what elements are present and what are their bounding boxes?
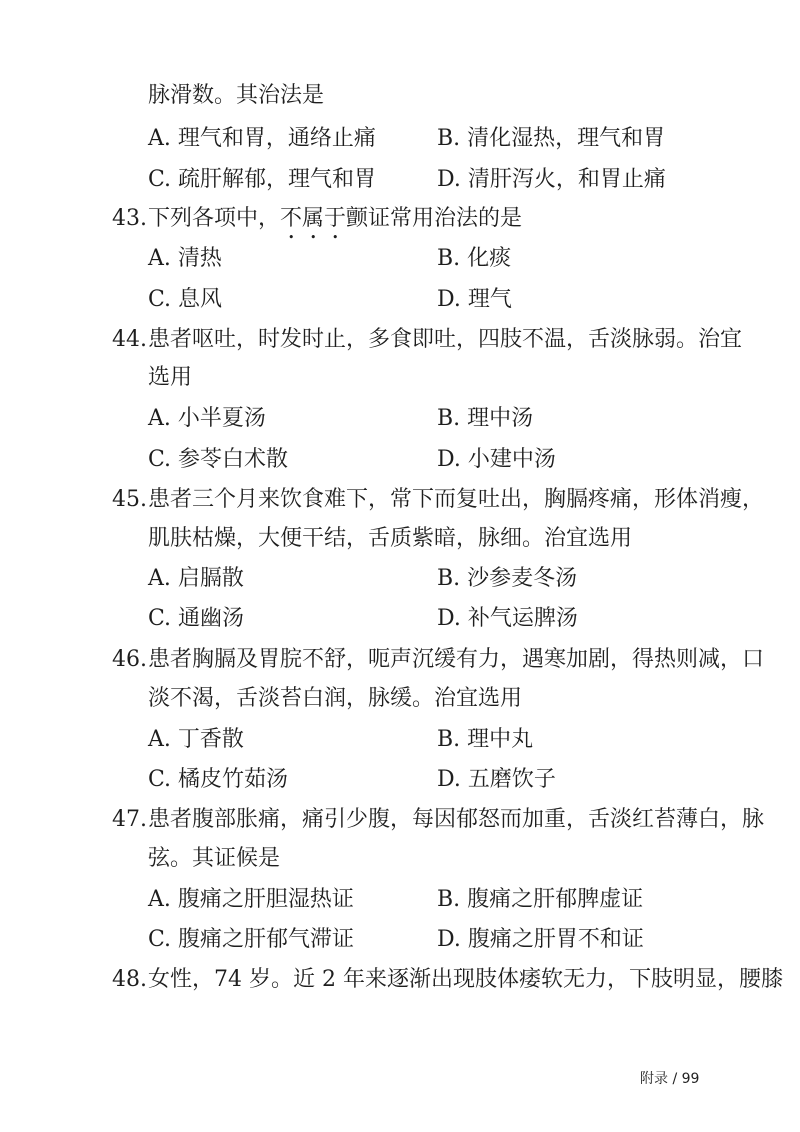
q43-stem-post: 颤证常用治法的是	[346, 206, 523, 231]
q45-option-c: C. 通幽汤	[148, 606, 245, 631]
q42-option-b: B. 清化湿热，理气和胃	[437, 126, 666, 151]
q42-option-c: C. 疏肝解郁，理气和胃	[148, 167, 377, 192]
q43-stem-pre: 下列各项中，	[148, 206, 281, 231]
q46-option-a: A. 丁香散	[148, 727, 244, 752]
q44-number: 44.	[112, 327, 147, 352]
q44-option-d: D. 小建中汤	[437, 447, 556, 472]
q42-stem-continuation: 脉滑数。其治法是	[148, 83, 325, 108]
q43-option-c: C. 息风	[148, 287, 223, 312]
q45-stem-continuation: 肌肤枯燥，大便干结，舌质紫暗，脉细。治宜选用	[148, 526, 633, 551]
q45-option-a: A. 启膈散	[148, 566, 244, 591]
q45-option-b: B. 沙参麦冬汤	[437, 566, 578, 591]
q42-option-a: A. 理气和胃，通络止痛	[148, 126, 376, 151]
q47-number: 47.	[112, 807, 147, 832]
q44-option-b: B. 理中汤	[437, 406, 534, 431]
q45-stem: 患者三个月来饮食难下，常下而复吐出，胸膈疼痛，形体消瘦，	[148, 487, 765, 512]
q45-number: 45.	[112, 487, 147, 512]
q43-option-a: A. 清热	[148, 246, 222, 271]
q43-option-d: D. 理气	[437, 287, 512, 312]
page-footer-label: 附录 / 99	[640, 1071, 700, 1087]
q46-stem: 患者胸膈及胃脘不舒，呃声沉缓有力，遇寒加剧，得热则减，口	[148, 647, 765, 672]
q42-option-d: D. 清肝泻火，和胃止痛	[437, 167, 666, 192]
q43-stem	[148, 205, 522, 244]
q48-number: 48.	[112, 967, 147, 992]
q44-stem: 患者呕吐，时发时止，多食即吐，四肢不温，舌淡脉弱。治宜	[148, 327, 743, 352]
q43-stem-emphasis: 不属于	[280, 206, 347, 231]
q47-option-d: D. 腹痛之肝胃不和证	[437, 927, 644, 952]
q47-stem-continuation: 弦。其证候是	[148, 846, 281, 871]
q44-option-c: C. 参苓白术散	[148, 447, 289, 472]
q47-option-c: C. 腹痛之肝郁气滞证	[148, 927, 355, 952]
q47-option-a: A. 腹痛之肝胆湿热证	[148, 887, 354, 912]
q46-option-b: B. 理中丸	[437, 727, 534, 752]
q47-stem: 患者腹部胀痛，痛引少腹，每因郁怒而加重，舌淡红苔薄白，脉	[148, 807, 765, 832]
q47-option-b: B. 腹痛之肝郁脾虚证	[437, 887, 644, 912]
q43-option-b: B. 化痰	[437, 246, 512, 271]
q46-stem-continuation: 淡不渴，舌淡苔白润，脉缓。治宜选用	[148, 686, 523, 711]
q48-stem: 女性，74 岁。近 2 年来逐渐出现肢体痿软无力，下肢明显，腰膝	[148, 967, 783, 992]
q44-stem-continuation: 选用	[148, 365, 193, 390]
q45-option-d: D. 补气运脾汤	[437, 606, 578, 631]
q44-option-a: A. 小半夏汤	[148, 406, 266, 431]
q43-number: 43.	[112, 206, 147, 231]
q46-number: 46.	[112, 647, 147, 672]
q46-option-d: D. 五磨饮子	[437, 767, 556, 792]
q46-option-c: C. 橘皮竹茹汤	[148, 767, 289, 792]
